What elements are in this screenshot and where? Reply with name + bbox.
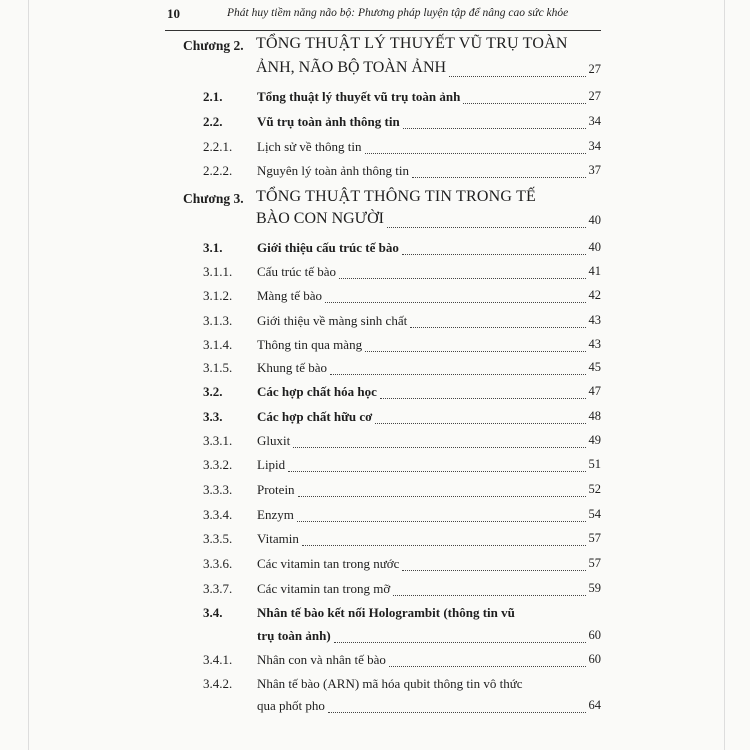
toc-title: Các vitamin tan trong nước — [257, 556, 400, 571]
toc-row — [165, 264, 601, 286]
toc-row — [165, 605, 601, 627]
toc-number: 3.3.5. — [203, 531, 233, 546]
toc-title: Màng tế bào — [257, 288, 322, 303]
page-edge-right — [724, 0, 725, 750]
page-number: 10 — [167, 6, 180, 21]
toc-number: 3.3.3. — [203, 482, 233, 497]
toc-number: Chương 3. — [183, 191, 244, 206]
toc-row — [165, 676, 601, 698]
running-title: Phát huy tiềm năng não bộ: Phương pháp luyện tập để nâng cao sức khỏe — [227, 7, 569, 19]
toc-title: Lịch sử về thông tin — [257, 139, 362, 154]
toc-page-number: 52 — [588, 482, 601, 496]
toc-title: TỔNG THUẬT LÝ THUYẾT VŨ TRỤ TOÀN — [256, 35, 568, 52]
toc-number: 3.1.5. — [203, 360, 233, 375]
toc-page-number: 57 — [588, 556, 601, 570]
toc-row — [165, 59, 601, 84]
toc-page-number: 59 — [588, 581, 601, 595]
toc-page-number: 60 — [588, 652, 601, 666]
toc-number: 2.2. — [203, 114, 223, 129]
toc-row — [165, 433, 601, 455]
toc-title: Vũ trụ toàn ảnh thông tin — [257, 114, 400, 129]
toc-title: Giới thiệu cấu trúc tế bào — [257, 240, 399, 255]
toc-leader-dots — [365, 351, 586, 352]
toc-row — [165, 210, 601, 235]
toc-number: 2.2.2. — [203, 163, 233, 178]
toc-title: Nhân tế bào (ARN) mã hóa qubit thông tin vô thức — [257, 676, 523, 691]
toc-page-number: 51 — [588, 457, 601, 471]
toc-leader-dots — [412, 177, 586, 178]
toc-leader-dots — [380, 398, 586, 399]
toc-title: BÀO CON NGƯỜI — [256, 210, 384, 227]
toc-leader-dots — [293, 447, 586, 448]
toc-number: Chương 2. — [183, 38, 244, 53]
toc-number: 3.1.2. — [203, 288, 233, 303]
toc-page-number: 27 — [588, 62, 601, 76]
toc-number: 3.3.6. — [203, 556, 233, 571]
toc-leader-dots — [325, 302, 586, 303]
toc-page-number: 48 — [588, 409, 601, 423]
toc-leader-dots — [389, 666, 586, 667]
toc-row — [165, 628, 601, 650]
toc-number: 3.3.1. — [203, 433, 233, 448]
toc-row — [165, 163, 601, 185]
toc-title: qua phốt pho — [257, 698, 325, 713]
toc-number: 2.2.1. — [203, 139, 233, 154]
toc-row — [165, 114, 601, 136]
toc-title: Nguyên lý toàn ảnh thông tin — [257, 163, 410, 178]
toc-page-number: 49 — [588, 433, 601, 447]
toc-leader-dots — [402, 254, 586, 255]
toc-page-number: 42 — [588, 288, 601, 302]
toc-row — [165, 240, 601, 262]
toc-row — [165, 698, 601, 720]
toc-number: 3.4.2. — [203, 676, 233, 691]
toc-row — [165, 531, 601, 553]
toc-leader-dots — [302, 545, 586, 546]
toc-title: Các vitamin tan trong mỡ — [257, 581, 391, 596]
toc-number: 3.2. — [203, 384, 223, 399]
toc-title: Protein — [257, 482, 295, 497]
toc-row — [165, 409, 601, 431]
toc-leader-dots — [403, 128, 586, 129]
toc-page-number: 57 — [588, 531, 601, 545]
toc-leader-dots — [463, 103, 586, 104]
toc-row — [165, 384, 601, 406]
toc-leader-dots — [402, 570, 586, 571]
toc-title: trụ toàn ảnh) — [257, 628, 331, 643]
toc-page-number: 47 — [588, 384, 601, 398]
toc-page-number: 60 — [588, 628, 601, 642]
book-page — [165, 0, 601, 750]
toc-page-number: 54 — [588, 507, 601, 521]
toc-row — [165, 288, 601, 310]
toc-title: Vitamin — [257, 531, 299, 546]
toc-page-number: 43 — [588, 313, 601, 327]
toc-page-number: 45 — [588, 360, 601, 374]
toc-row — [165, 556, 601, 578]
toc-leader-dots — [387, 227, 586, 228]
toc-leader-dots — [339, 278, 586, 279]
toc-leader-dots — [393, 595, 586, 596]
toc-title: Khung tế bào — [257, 360, 328, 375]
toc-title: TỔNG THUẬT THÔNG TIN TRONG TẾ — [256, 188, 537, 205]
page-header — [165, 6, 601, 26]
header-rule — [165, 30, 601, 31]
toc-title: Cấu trúc tế bào — [257, 264, 337, 279]
toc-page-number: 64 — [588, 698, 601, 712]
toc-number: 3.4. — [203, 605, 223, 620]
toc-page-number: 34 — [588, 139, 601, 153]
page-edge-left — [28, 0, 29, 750]
toc-page-number: 43 — [588, 337, 601, 351]
toc-page-number: 27 — [588, 89, 601, 103]
toc-title: Nhân tế bào kết nối Hologrambit (thông tin vũ — [257, 605, 515, 620]
toc-title: Enzym — [257, 507, 294, 522]
toc-leader-dots — [410, 327, 586, 328]
toc-row — [165, 457, 601, 479]
toc-leader-dots — [330, 374, 586, 375]
toc-page-number: 37 — [588, 163, 601, 177]
toc-number: 3.3. — [203, 409, 223, 424]
toc-number: 3.1. — [203, 240, 223, 255]
toc-leader-dots — [328, 712, 586, 713]
toc-page-number: 40 — [588, 213, 601, 227]
toc-row — [165, 507, 601, 529]
toc-row — [165, 360, 601, 382]
toc-number: 3.3.4. — [203, 507, 233, 522]
toc-number: 3.1.3. — [203, 313, 233, 328]
toc-number: 3.1.1. — [203, 264, 233, 279]
toc-title: ẢNH, NÃO BỘ TOÀN ẢNH — [256, 59, 447, 76]
toc-leader-dots — [449, 76, 586, 77]
toc-title: Các hợp chất hữu cơ — [257, 409, 373, 424]
toc-row — [165, 337, 601, 359]
toc-page-number: 41 — [588, 264, 601, 278]
toc-title: Lipid — [257, 457, 286, 472]
toc-title: Tổng thuật lý thuyết vũ trụ toàn ảnh — [257, 89, 461, 104]
toc-page-number: 34 — [588, 114, 601, 128]
toc-title: Giới thiệu về màng sinh chất — [257, 313, 408, 328]
toc-leader-dots — [334, 642, 586, 643]
toc-title: Gluxit — [257, 433, 291, 448]
toc-title: Thông tin qua màng — [257, 337, 363, 352]
toc-number: 3.3.2. — [203, 457, 233, 472]
toc-title: Các hợp chất hóa học — [257, 384, 377, 399]
toc-leader-dots — [297, 521, 586, 522]
toc-number: 3.3.7. — [203, 581, 233, 596]
toc-number: 2.1. — [203, 89, 223, 104]
toc-row — [165, 581, 601, 603]
toc-row — [165, 313, 601, 335]
toc-number: 3.4.1. — [203, 652, 233, 667]
toc-number: 3.1.4. — [203, 337, 233, 352]
toc-leader-dots — [365, 153, 586, 154]
toc-row — [165, 652, 601, 674]
toc-row — [165, 89, 601, 111]
toc-row — [165, 482, 601, 504]
toc-leader-dots — [375, 423, 586, 424]
toc-title: Nhân con và nhân tế bào — [257, 652, 386, 667]
toc-row — [165, 139, 601, 161]
toc-row — [165, 35, 601, 60]
toc-leader-dots — [298, 496, 586, 497]
toc-leader-dots — [288, 471, 586, 472]
toc-page-number: 40 — [588, 240, 601, 254]
